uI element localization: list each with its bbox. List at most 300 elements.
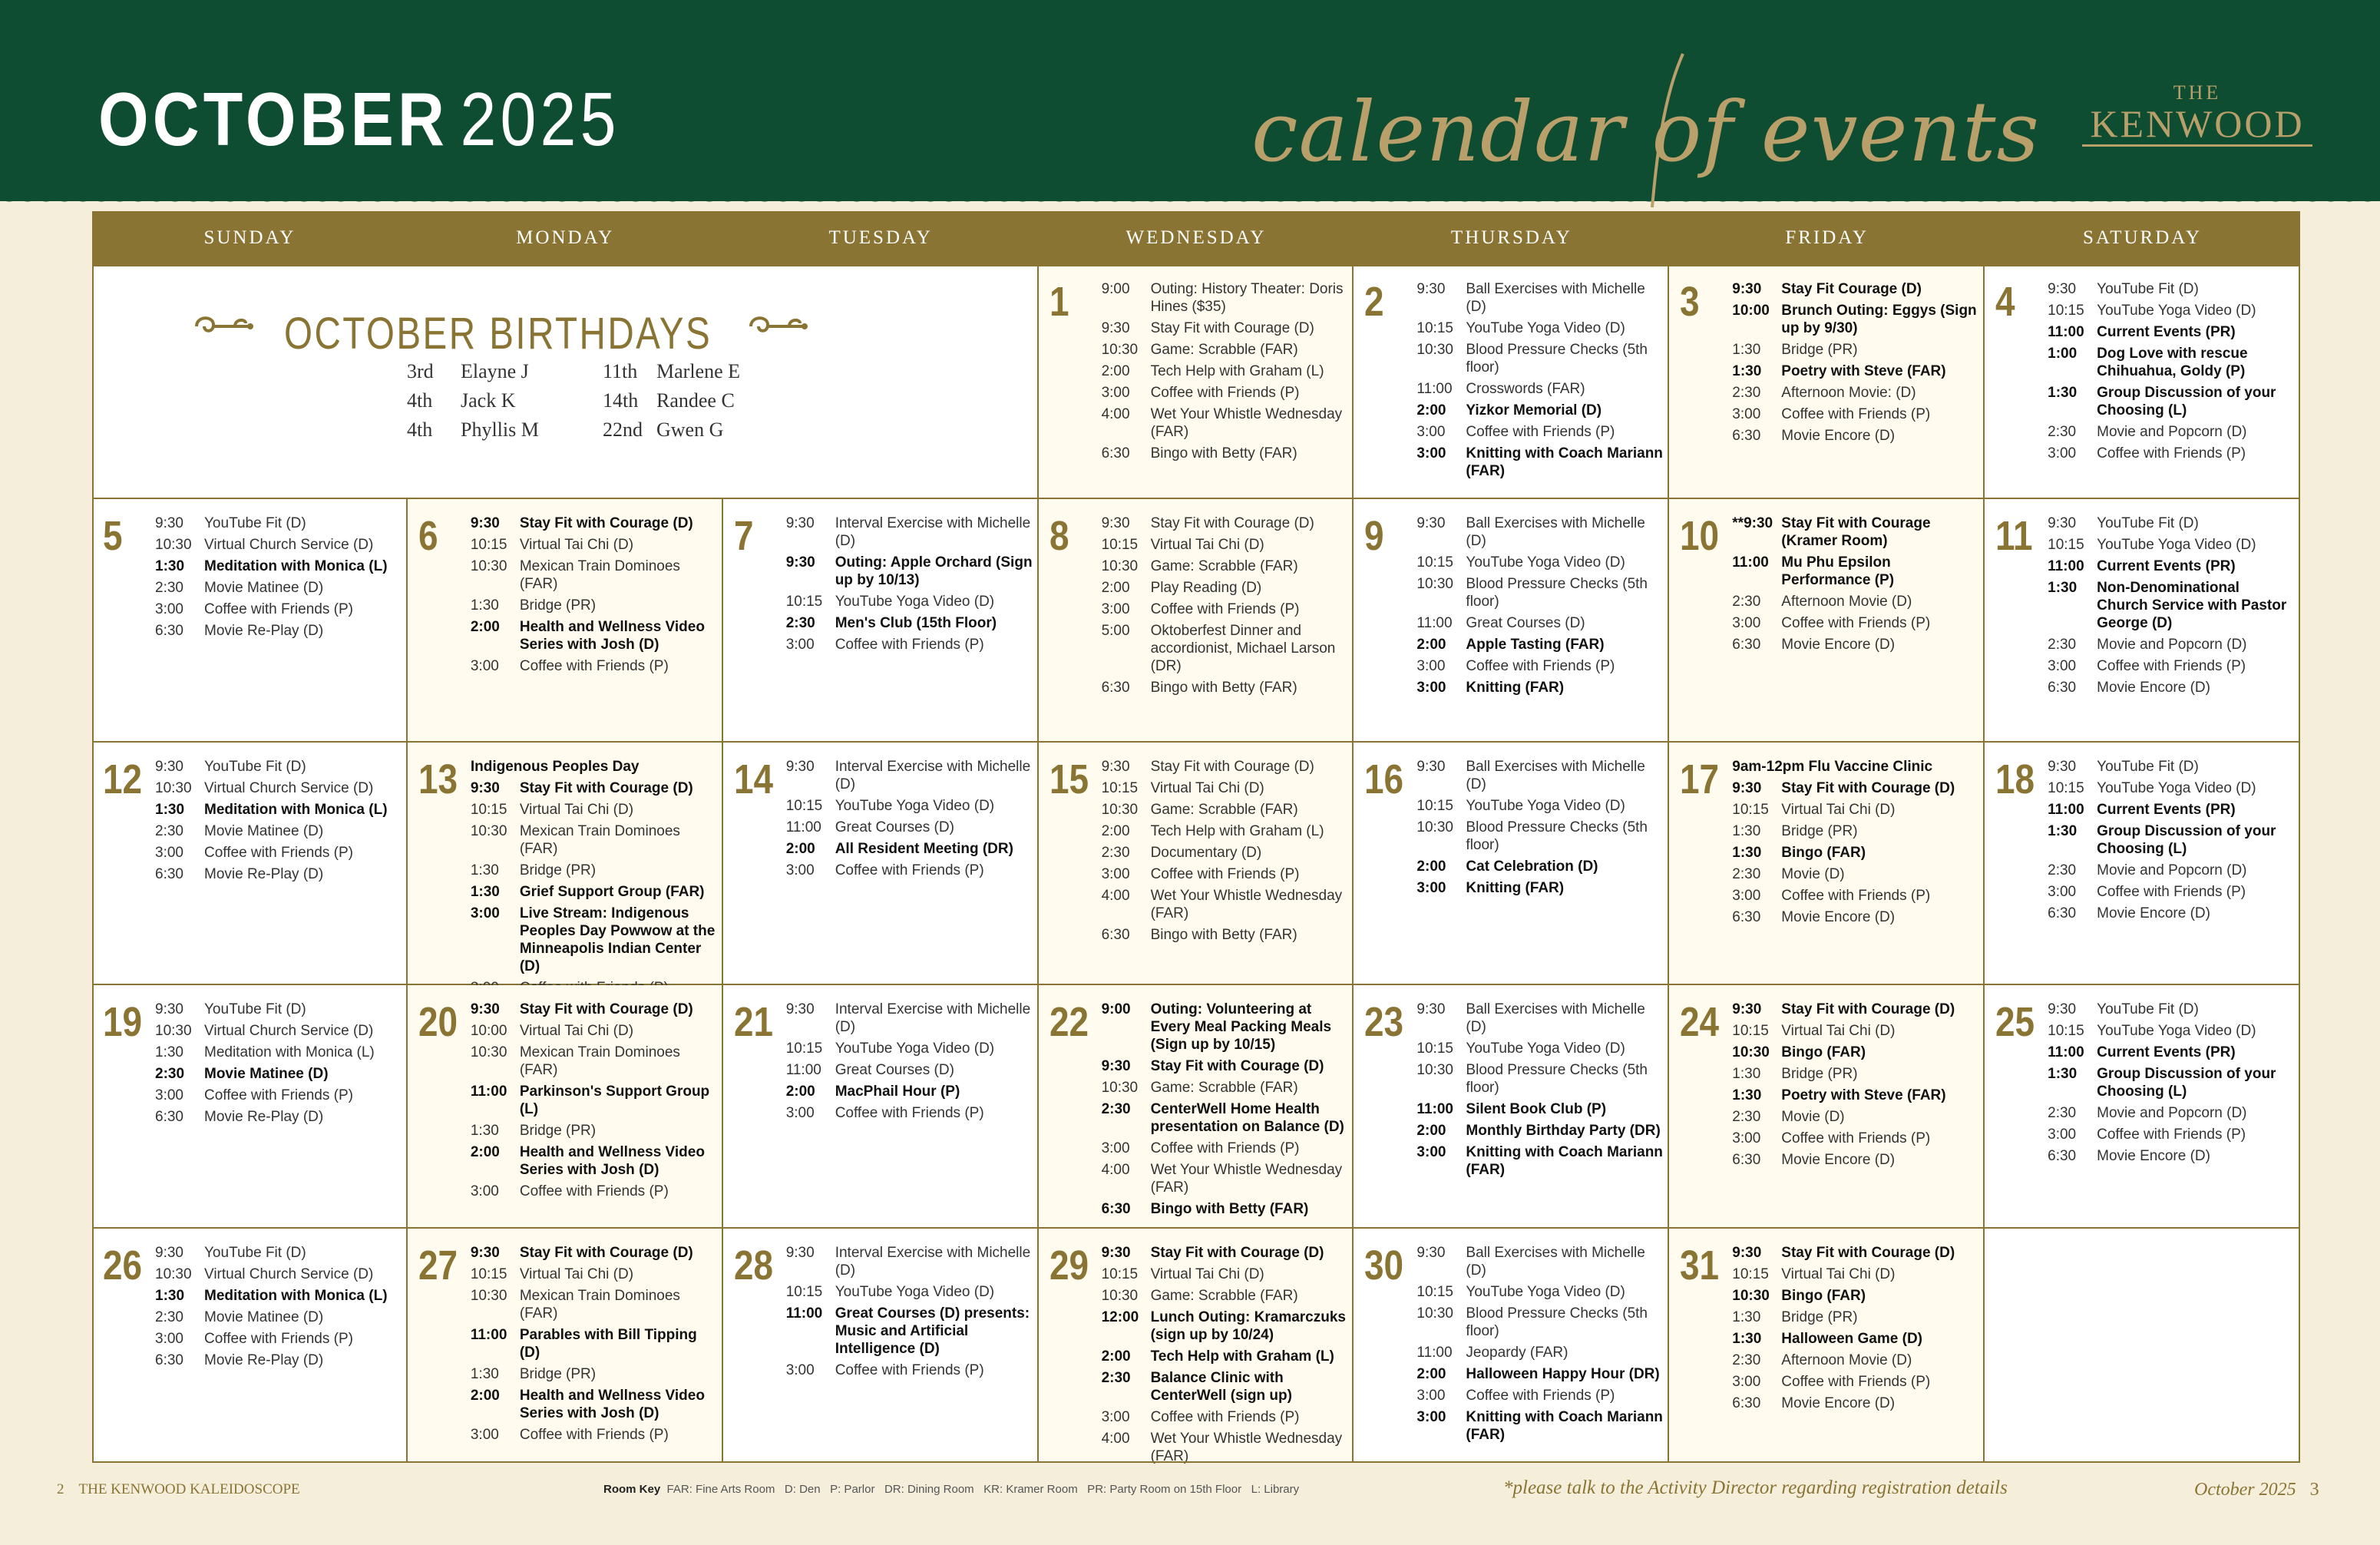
event-name: Yizkor Memorial (D)	[1466, 402, 1602, 419]
event-item[interactable]	[471, 557, 717, 593]
event-item[interactable]	[155, 779, 402, 797]
event-item[interactable]	[786, 797, 1033, 815]
event-item[interactable]	[1416, 341, 1663, 376]
event-item[interactable]	[786, 862, 1033, 879]
day-cell-11[interactable]	[1985, 499, 2300, 743]
event-item[interactable]	[1732, 554, 1978, 589]
event-item[interactable]	[155, 1287, 402, 1305]
event-item[interactable]	[1102, 1369, 1348, 1404]
day-cell-5[interactable]	[92, 499, 408, 743]
event-name: Coffee with Friends (P)	[1150, 601, 1300, 617]
event-item[interactable]	[1416, 657, 1663, 675]
event-name: Movie and Popcorn (D)	[2097, 637, 2247, 653]
event-item[interactable]	[1102, 405, 1348, 441]
event-item[interactable]	[1732, 514, 1978, 550]
event-item[interactable]	[155, 600, 402, 618]
event-item[interactable]	[155, 1244, 402, 1262]
event-item[interactable]	[155, 557, 402, 575]
event-time: 9:30	[1101, 515, 1130, 531]
event-item[interactable]	[1416, 280, 1663, 316]
event-item[interactable]	[1102, 1161, 1348, 1196]
event-list	[471, 758, 717, 1001]
event-item[interactable]	[786, 636, 1033, 653]
event-name: Men's Club (15th Floor)	[835, 615, 997, 631]
event-item[interactable]	[1732, 593, 1978, 610]
event-item[interactable]	[1102, 822, 1348, 840]
day-cell-22[interactable]	[1039, 985, 1354, 1229]
event-item[interactable]	[1102, 600, 1348, 618]
day-cell-2[interactable]	[1354, 265, 1669, 499]
event-item[interactable]	[155, 1265, 402, 1283]
day-header-sunday: SUNDAY	[92, 211, 408, 265]
event-item[interactable]	[1102, 319, 1348, 337]
event-item[interactable]	[471, 1044, 717, 1079]
event-name: Stay Fit with Courage (D)	[1150, 1058, 1324, 1074]
day-number: 30	[1364, 1242, 1404, 1289]
event-item[interactable]	[1102, 679, 1348, 696]
event-item[interactable]	[155, 865, 402, 883]
event-item[interactable]	[1102, 557, 1348, 575]
event-item[interactable]	[1416, 797, 1663, 815]
event-item[interactable]	[471, 514, 717, 532]
day-cell-25[interactable]	[1985, 985, 2300, 1229]
event-item[interactable]	[1416, 1061, 1663, 1097]
event-name: YouTube Yoga Video (D)	[2097, 303, 2256, 319]
day-cell-30[interactable]	[1354, 1229, 1669, 1463]
event-item[interactable]	[1732, 865, 1978, 883]
day-cell-17[interactable]	[1669, 743, 1985, 985]
event-item[interactable]	[2048, 1022, 2294, 1040]
event-item[interactable]	[1416, 1344, 1663, 1361]
event-time: 9:30	[1732, 281, 1762, 297]
event-item[interactable]	[786, 554, 1033, 589]
event-item[interactable]	[1102, 1001, 1348, 1054]
event-item[interactable]	[2048, 557, 2294, 575]
day-cell-28[interactable]	[723, 1229, 1039, 1463]
event-item[interactable]	[1102, 779, 1348, 797]
event-item[interactable]	[155, 1065, 402, 1083]
event-item[interactable]	[786, 1083, 1033, 1100]
event-item[interactable]	[1732, 427, 1978, 445]
day-cell-24[interactable]	[1669, 985, 1985, 1229]
event-item[interactable]	[1102, 1265, 1348, 1283]
event-item[interactable]	[1102, 622, 1348, 675]
event-item[interactable]	[1416, 636, 1663, 653]
day-number: 26	[103, 1242, 143, 1289]
event-item[interactable]	[1732, 636, 1978, 653]
event-item[interactable]	[2048, 345, 2294, 380]
day-special-heading	[471, 758, 717, 776]
event-item[interactable]	[786, 1001, 1033, 1036]
event-item[interactable]	[471, 1122, 717, 1140]
event-item[interactable]	[471, 883, 717, 901]
event-time: 10:30	[1732, 1044, 1770, 1060]
event-time: 11:00	[2048, 558, 2084, 574]
event-item[interactable]	[1416, 380, 1663, 398]
event-item[interactable]	[1416, 1143, 1663, 1179]
event-item[interactable]	[471, 905, 717, 975]
event-item[interactable]	[155, 801, 402, 819]
event-item[interactable]	[786, 758, 1033, 793]
event-item[interactable]	[1102, 1100, 1348, 1136]
event-item[interactable]	[1416, 1122, 1663, 1140]
event-item[interactable]	[471, 1426, 717, 1444]
event-item[interactable]	[471, 1143, 717, 1179]
event-item[interactable]	[1102, 1287, 1348, 1305]
event-item[interactable]	[471, 1022, 717, 1040]
event-name: Stay Fit with Courage (D)	[1781, 1245, 1955, 1261]
event-item[interactable]	[2048, 579, 2294, 632]
day-cell-15[interactable]	[1039, 743, 1354, 985]
event-item[interactable]	[1732, 1330, 1978, 1348]
event-item[interactable]	[471, 1387, 717, 1422]
event-item[interactable]	[1102, 1244, 1348, 1262]
day-cell-27[interactable]	[408, 1229, 723, 1463]
event-time: 10:00	[470, 1023, 507, 1039]
event-item[interactable]	[471, 536, 717, 554]
event-item[interactable]	[786, 840, 1033, 858]
event-item[interactable]	[786, 614, 1033, 632]
event-item[interactable]	[155, 1044, 402, 1061]
event-item[interactable]	[1732, 405, 1978, 423]
event-item[interactable]	[786, 514, 1033, 550]
event-item[interactable]	[1102, 1430, 1348, 1465]
event-time: 2:30	[1732, 385, 1761, 401]
event-name: Stay Fit with Courage (Kramer Room)	[1781, 515, 1931, 549]
event-item[interactable]	[1102, 801, 1348, 819]
event-time: 10:15	[785, 798, 823, 814]
event-list	[1416, 280, 1663, 484]
event-item[interactable]	[786, 1361, 1033, 1379]
event-item[interactable]	[155, 844, 402, 862]
event-item[interactable]	[2048, 657, 2294, 675]
event-item[interactable]	[2048, 679, 2294, 696]
event-item[interactable]	[1102, 844, 1348, 862]
event-time: 9:30	[470, 1245, 500, 1261]
event-item[interactable]	[155, 536, 402, 554]
event-name: Bingo with Betty (FAR)	[1150, 680, 1297, 696]
left-page-number: 2	[57, 1481, 64, 1497]
event-item[interactable]	[2048, 445, 2294, 462]
event-name: Coffee with Friends (P)	[519, 1427, 669, 1443]
event-item[interactable]	[1416, 445, 1663, 480]
event-item[interactable]	[2048, 1147, 2294, 1165]
event-item[interactable]	[2048, 758, 2294, 776]
event-item[interactable]	[1416, 614, 1663, 632]
event-item[interactable]	[471, 1265, 717, 1283]
event-item[interactable]	[471, 618, 717, 653]
event-item[interactable]	[1102, 1057, 1348, 1075]
event-name: Virtual Tai Chi (D)	[519, 1023, 634, 1039]
event-item[interactable]	[471, 1365, 717, 1383]
event-name: Virtual Church Service (D)	[204, 780, 374, 796]
event-item[interactable]	[2048, 862, 2294, 879]
event-item[interactable]	[1416, 1387, 1663, 1404]
event-item[interactable]	[2048, 1044, 2294, 1061]
month-name: OCTOBER	[98, 77, 449, 161]
day-cell-13[interactable]	[408, 743, 723, 985]
event-name: Group Discussion of your Choosing (L)	[2097, 1066, 2276, 1100]
event-name: Documentary (D)	[1150, 845, 1262, 861]
event-item[interactable]	[1416, 858, 1663, 875]
event-item[interactable]	[155, 579, 402, 597]
event-item[interactable]	[1416, 1100, 1663, 1118]
event-item[interactable]	[471, 597, 717, 614]
event-item[interactable]	[1416, 1244, 1663, 1279]
event-item[interactable]	[155, 1087, 402, 1104]
event-name: Mexican Train Dominoes (FAR)	[519, 1044, 680, 1078]
event-item[interactable]	[786, 1061, 1033, 1079]
event-item[interactable]	[2048, 779, 2294, 797]
event-item[interactable]	[2048, 883, 2294, 901]
event-item[interactable]	[155, 1001, 402, 1018]
event-item[interactable]	[471, 1287, 717, 1322]
event-time: 9:30	[470, 515, 500, 531]
event-item[interactable]	[1732, 1022, 1978, 1040]
event-time: 9:30	[785, 1001, 815, 1017]
day-cell-31[interactable]	[1669, 1229, 1985, 1463]
event-item[interactable]	[2048, 423, 2294, 441]
event-item[interactable]	[786, 1040, 1033, 1057]
event-item[interactable]	[1732, 801, 1978, 819]
event-item[interactable]	[471, 779, 717, 797]
event-item[interactable]	[2048, 302, 2294, 319]
event-item[interactable]	[1416, 1040, 1663, 1057]
event-time: 10:30	[155, 1023, 192, 1039]
event-item[interactable]	[786, 1244, 1033, 1279]
event-item[interactable]	[1102, 1079, 1348, 1097]
event-item[interactable]	[1102, 280, 1348, 316]
event-item[interactable]	[155, 1308, 402, 1326]
event-item[interactable]	[1732, 1130, 1978, 1147]
event-item[interactable]	[1732, 614, 1978, 632]
event-name: Virtual Tai Chi (D)	[1781, 802, 1896, 818]
event-item[interactable]	[1416, 554, 1663, 571]
event-name: Apple Tasting (FAR)	[1466, 637, 1605, 653]
event-item[interactable]	[1416, 1283, 1663, 1301]
event-item[interactable]	[155, 514, 402, 532]
day-cell-4[interactable]	[1985, 265, 2300, 499]
event-name: MacPhail Hour (P)	[835, 1083, 960, 1100]
event-item[interactable]	[155, 758, 402, 776]
event-item[interactable]	[1416, 1408, 1663, 1444]
event-item[interactable]	[1732, 280, 1978, 298]
event-item[interactable]	[471, 1001, 717, 1018]
event-item[interactable]	[1732, 1373, 1978, 1391]
event-item[interactable]	[155, 1022, 402, 1040]
event-item[interactable]	[786, 593, 1033, 610]
event-name: YouTube Yoga Video (D)	[835, 1284, 995, 1300]
event-item[interactable]	[1102, 887, 1348, 922]
event-item[interactable]	[2048, 1126, 2294, 1143]
event-item[interactable]	[1102, 758, 1348, 776]
event-item[interactable]	[786, 1283, 1033, 1301]
event-name: Wet Your Whistle Wednesday (FAR)	[1150, 888, 1343, 921]
day-cell-1[interactable]	[1039, 265, 1354, 499]
event-item[interactable]	[1102, 536, 1348, 554]
event-item[interactable]	[1732, 908, 1978, 926]
event-time: 12:00	[1101, 1309, 1139, 1325]
event-item[interactable]	[1732, 844, 1978, 862]
event-item[interactable]	[1102, 865, 1348, 883]
event-item[interactable]	[155, 1330, 402, 1348]
event-item[interactable]	[2048, 384, 2294, 419]
day-cell-14[interactable]	[723, 743, 1039, 985]
event-item[interactable]	[1102, 341, 1348, 359]
day-cell-23[interactable]	[1354, 985, 1669, 1229]
event-name: Crosswords (FAR)	[1466, 381, 1585, 397]
day-cell-16[interactable]	[1354, 743, 1669, 985]
event-list	[1416, 1001, 1663, 1183]
event-name: YouTube Fit (D)	[2097, 1001, 2199, 1017]
day-cell-19[interactable]	[92, 985, 408, 1229]
event-item[interactable]	[1732, 1265, 1978, 1283]
day-cell-10[interactable]	[1669, 499, 1985, 743]
day-cell-8[interactable]	[1039, 499, 1354, 743]
event-item[interactable]	[1732, 1287, 1978, 1305]
event-item[interactable]	[1732, 887, 1978, 905]
event-item[interactable]	[155, 622, 402, 640]
event-item[interactable]	[155, 822, 402, 840]
event-item[interactable]	[1416, 1001, 1663, 1036]
event-item[interactable]	[1732, 1351, 1978, 1369]
event-list	[155, 1001, 402, 1130]
event-item[interactable]	[471, 657, 717, 675]
event-item[interactable]	[1732, 1244, 1978, 1262]
event-item[interactable]	[1416, 423, 1663, 441]
event-name: Coffee with Friends (P)	[1781, 615, 1931, 631]
event-item[interactable]	[471, 1244, 717, 1262]
event-item[interactable]	[1732, 1001, 1978, 1018]
event-item[interactable]	[1732, 1087, 1978, 1104]
event-item[interactable]	[1732, 1065, 1978, 1083]
event-item[interactable]	[1416, 514, 1663, 550]
day-cell-12[interactable]	[92, 743, 408, 985]
event-time: 9:30	[1732, 780, 1762, 796]
event-name: Group Discussion of your Choosing (L)	[2097, 385, 2276, 419]
event-item[interactable]	[1102, 362, 1348, 380]
event-time: 2:30	[155, 823, 183, 839]
event-item[interactable]	[471, 1083, 717, 1118]
day-cell-7[interactable]	[723, 499, 1039, 743]
event-item[interactable]	[786, 1305, 1033, 1358]
event-item[interactable]	[2048, 514, 2294, 532]
event-item[interactable]	[1732, 822, 1978, 840]
event-item[interactable]	[471, 801, 717, 819]
event-item[interactable]	[471, 822, 717, 858]
event-item[interactable]	[1102, 1140, 1348, 1157]
event-item[interactable]	[1732, 1108, 1978, 1126]
event-item[interactable]	[1732, 1394, 1978, 1412]
day-cell-21[interactable]	[723, 985, 1039, 1229]
event-name: Poetry with Steve (FAR)	[1781, 1087, 1946, 1103]
event-list	[1732, 758, 1978, 930]
event-item[interactable]	[2048, 905, 2294, 922]
event-item[interactable]	[2048, 536, 2294, 554]
event-item[interactable]	[471, 862, 717, 879]
event-item[interactable]	[1102, 1308, 1348, 1344]
event-item[interactable]	[2048, 636, 2294, 653]
event-name: Knitting with Coach Mariann (FAR)	[1466, 1144, 1663, 1178]
event-item[interactable]	[471, 1183, 717, 1200]
day-cell-9[interactable]	[1354, 499, 1669, 743]
event-item[interactable]	[1102, 514, 1348, 532]
event-item[interactable]	[1732, 362, 1978, 380]
event-item[interactable]	[1102, 926, 1348, 944]
event-item[interactable]	[1102, 1408, 1348, 1426]
event-item[interactable]	[1102, 384, 1348, 402]
event-item[interactable]	[1416, 319, 1663, 337]
day-cell-3[interactable]	[1669, 265, 1985, 499]
event-item[interactable]	[155, 1351, 402, 1369]
day-cell-18[interactable]	[1985, 743, 2300, 985]
event-item[interactable]	[1102, 1200, 1348, 1218]
event-name: Movie Matinee (D)	[204, 1066, 329, 1082]
day-number: 8	[1049, 513, 1069, 559]
event-time: 9:30	[1416, 281, 1446, 297]
event-item[interactable]	[2048, 1001, 2294, 1018]
day-number: 4	[1995, 279, 2015, 325]
event-item[interactable]	[2048, 1065, 2294, 1100]
birthday-name: Jack K	[461, 389, 516, 412]
month-year: 2025	[460, 77, 620, 161]
event-item[interactable]	[1102, 1348, 1348, 1365]
event-item[interactable]	[471, 1326, 717, 1361]
event-time: 3:00	[155, 1087, 183, 1103]
event-item[interactable]	[2048, 323, 2294, 341]
event-list	[471, 1001, 717, 1204]
event-item[interactable]	[2048, 280, 2294, 298]
event-item[interactable]	[1102, 445, 1348, 462]
event-item[interactable]	[1416, 679, 1663, 696]
day-cell-29[interactable]	[1039, 1229, 1354, 1463]
event-item[interactable]	[786, 1104, 1033, 1122]
event-item[interactable]	[1732, 1308, 1978, 1326]
event-item[interactable]	[2048, 801, 2294, 819]
event-item[interactable]	[1732, 384, 1978, 402]
event-item[interactable]	[1416, 1365, 1663, 1383]
event-item[interactable]	[1732, 1044, 1978, 1061]
day-cell-26[interactable]	[92, 1229, 408, 1463]
event-item[interactable]	[786, 819, 1033, 836]
event-item[interactable]	[1732, 779, 1978, 797]
event-item[interactable]	[1102, 579, 1348, 597]
event-item[interactable]	[1416, 575, 1663, 610]
event-name: Coffee with Friends (P)	[204, 1331, 353, 1347]
event-time: 10:15	[1416, 320, 1453, 336]
day-cell-6[interactable]	[408, 499, 723, 743]
event-item[interactable]	[2048, 1104, 2294, 1122]
event-item[interactable]	[1416, 879, 1663, 897]
event-item[interactable]	[1416, 402, 1663, 419]
event-time: 10:30	[1416, 819, 1453, 835]
event-name: YouTube Yoga Video (D)	[1466, 554, 1625, 571]
event-item[interactable]	[1416, 758, 1663, 793]
event-name: YouTube Yoga Video (D)	[2097, 537, 2256, 553]
event-item[interactable]	[1416, 1305, 1663, 1340]
event-time: 2:30	[785, 615, 815, 631]
event-item[interactable]	[2048, 822, 2294, 858]
event-time: 3:00	[1416, 880, 1446, 896]
event-item[interactable]	[1732, 1151, 1978, 1169]
event-item[interactable]	[1732, 341, 1978, 359]
event-item[interactable]	[155, 1108, 402, 1126]
event-item[interactable]	[1416, 819, 1663, 854]
day-cell-20[interactable]	[408, 985, 723, 1229]
event-name: Game: Scrabble (FAR)	[1150, 1080, 1298, 1096]
event-item[interactable]	[1732, 302, 1978, 337]
event-name: Virtual Tai Chi (D)	[1150, 537, 1264, 553]
